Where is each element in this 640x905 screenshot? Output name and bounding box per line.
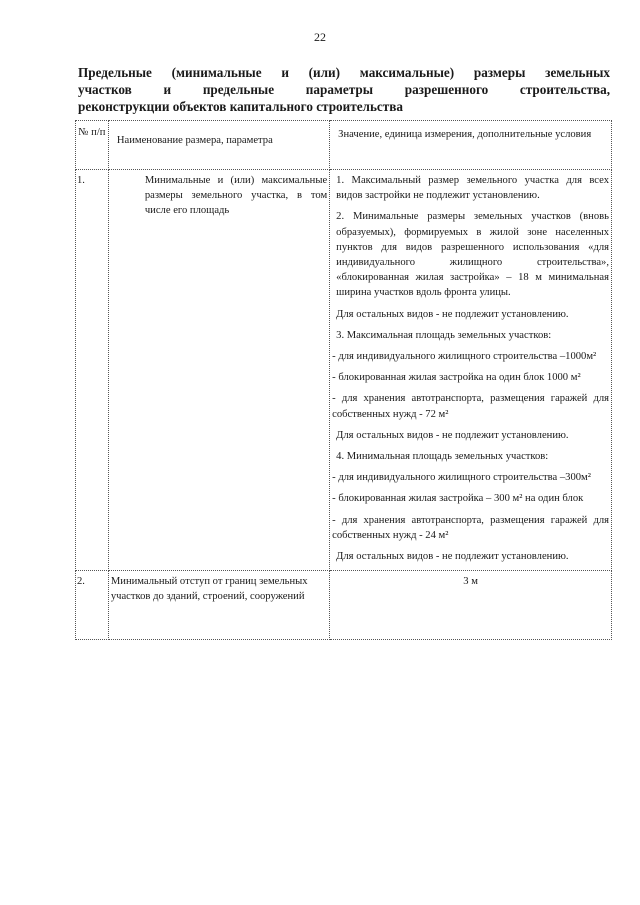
header-num: № п/п xyxy=(78,127,106,138)
value-paragraph: Для остальных видов - не подлежит установлению. xyxy=(336,429,569,441)
value-list-item: - для хранения автотранспорта, размещения гаражей для собственных нужд - 72 м² xyxy=(332,393,609,420)
document-title xyxy=(78,64,610,115)
row-num-cell xyxy=(76,571,109,640)
value-list-item: - для индивидуального жилищного строительства –1000м² xyxy=(332,351,597,363)
row-value-cell xyxy=(330,170,612,571)
title-line-1: Предельные (минимальные и (или) максимальные) размеры земельных xyxy=(78,65,610,80)
title-line-2: участков и предельные параметры разрешенного строительства, xyxy=(78,82,610,97)
row-name-cell xyxy=(108,571,329,640)
header-num-cell xyxy=(76,121,109,170)
row-value-cell xyxy=(330,571,612,640)
table-row xyxy=(76,571,612,640)
value-list-item: - блокированная жилая застройка на один блок 1000 м² xyxy=(332,372,581,384)
row-name-cell xyxy=(108,170,329,571)
value-paragraph: 2. Минимальные размеры земельных участков (вновь образуемых), формируемых в жилой зоне населенных пунктов для видов разрешенного использования «для индивидуального жилищного строительства», «блокированная жилая застройка» – 18 м минимальная ширина участков вдоль фронта улицы. xyxy=(336,211,609,299)
value-paragraph: 3. Максимальная площадь земельных участков: xyxy=(336,329,552,341)
value-list-item: - для индивидуального жилищного строительства –300м² xyxy=(332,472,591,484)
row-value: 3 м xyxy=(463,576,478,588)
header-value-cell xyxy=(330,121,612,170)
table-row xyxy=(76,170,612,571)
value-list-item: - для хранения автотранспорта, размещения гаражей для собственных нужд - 24 м² xyxy=(332,514,609,541)
value-paragraph: 1. Максимальный размер земельного участка для всех видов застройки не подлежит установлению. xyxy=(336,175,609,202)
page-number: 22 xyxy=(314,30,326,44)
value-paragraph: Для остальных видов - не подлежит установлению. xyxy=(336,551,569,563)
header-value: Значение, единица измерения, дополнительные условия xyxy=(338,129,592,140)
parameters-table xyxy=(75,120,612,640)
header-name: Наименование размера, параметра xyxy=(116,135,273,146)
row-num-cell xyxy=(76,170,109,571)
row-name: Минимальные и (или) максимальные размеры земельного участка, в том числе его площадь xyxy=(144,175,328,217)
value-paragraph: 4. Минимальная площадь земельных участков: xyxy=(336,451,549,463)
row-name: Минимальный отступ от границ земельных участков до зданий, строений, сооружений xyxy=(110,576,308,603)
header-name-cell xyxy=(108,121,329,170)
row-num: 1. xyxy=(77,175,85,186)
value-paragraph: Для остальных видов - не подлежит установлению. xyxy=(336,308,569,320)
row-num: 2. xyxy=(77,576,85,588)
title-line-3: реконструкции объектов капитального строительства xyxy=(78,99,403,114)
value-list-item: - блокированная жилая застройка – 300 м² на один блок xyxy=(332,493,584,505)
table-header-row xyxy=(76,121,612,170)
